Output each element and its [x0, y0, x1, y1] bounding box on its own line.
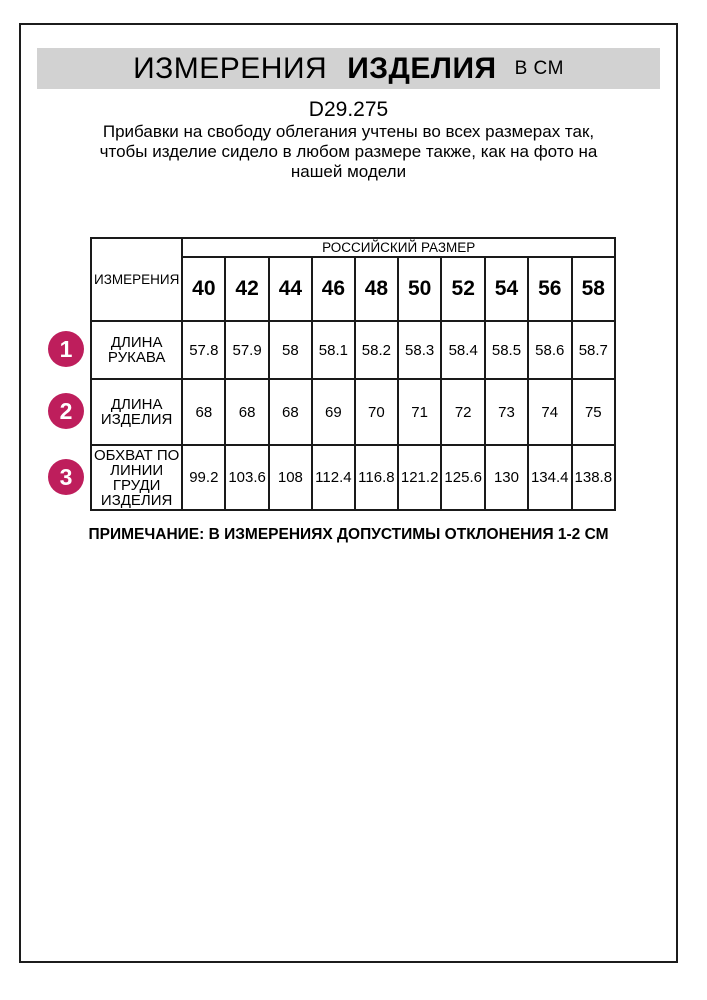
table-cell: 68	[182, 379, 225, 445]
table-cell: 73	[485, 379, 528, 445]
table-cell: 112.4	[312, 445, 355, 510]
page-border	[19, 23, 678, 963]
table-cell: 58.1	[312, 321, 355, 379]
table-cell: 108	[269, 445, 312, 510]
table-cell: 116.8	[355, 445, 398, 510]
size-header-46: 46	[312, 257, 355, 321]
table-cell: 99.2	[182, 445, 225, 510]
size-header-58: 58	[572, 257, 616, 321]
size-table	[90, 237, 616, 511]
table-cell: 74	[528, 379, 572, 445]
row-label-sleeve-length: ДЛИНА РУКАВА	[91, 321, 182, 379]
table-row-sleeve-length	[91, 321, 615, 379]
table-cell: 58.2	[355, 321, 398, 379]
title-measurements: ИЗМЕРЕНИЯ	[133, 51, 328, 85]
fit-description: Прибавки на свободу облегания учтены во всех размерах так, чтобы изделие сидело в любом размере также, как на фото на нашей модели	[99, 122, 598, 181]
table-cell: 69	[312, 379, 355, 445]
table-cell: 58.3	[398, 321, 442, 379]
table-cell: 58.4	[441, 321, 485, 379]
title-product: ИЗДЕЛИЯ	[347, 51, 497, 85]
table-cell: 58.7	[572, 321, 616, 379]
title-bar	[37, 48, 660, 89]
row-marker-1-badge: 1	[48, 331, 84, 367]
table-header-row-1	[91, 238, 615, 257]
table-cell: 138.8	[572, 445, 616, 510]
table-cell: 57.9	[225, 321, 269, 379]
size-header-42: 42	[225, 257, 269, 321]
table-cell: 70	[355, 379, 398, 445]
row-label-product-length: ДЛИНА ИЗДЕЛИЯ	[91, 379, 182, 445]
table-cell: 75	[572, 379, 616, 445]
size-header-48: 48	[355, 257, 398, 321]
size-header-50: 50	[398, 257, 442, 321]
tolerance-note: ПРИМЕЧАНИЕ: В ИЗМЕРЕНИЯХ ДОПУСТИМЫ ОТКЛОНЕНИЯ 1-2 СМ	[88, 526, 609, 543]
table-cell: 125.6	[441, 445, 485, 510]
product-code: D29.275	[308, 98, 389, 121]
measurements-column-header: ИЗМЕРЕНИЯ	[91, 238, 182, 321]
table-cell: 71	[398, 379, 442, 445]
table-cell: 103.6	[225, 445, 269, 510]
row-marker-3-badge: 3	[48, 459, 84, 495]
size-header-44: 44	[269, 257, 312, 321]
table-cell: 58	[269, 321, 312, 379]
size-header-40: 40	[182, 257, 225, 321]
table-cell: 134.4	[528, 445, 572, 510]
row-marker-2-badge: 2	[48, 393, 84, 429]
size-header-56: 56	[528, 257, 572, 321]
table-cell: 130	[485, 445, 528, 510]
title-unit-cm: В СМ	[514, 57, 564, 79]
table-row-chest-girth	[91, 445, 615, 510]
table-cell: 68	[225, 379, 269, 445]
table-cell: 121.2	[398, 445, 442, 510]
russian-size-header: РОССИЙСКИЙ РАЗМЕР	[182, 238, 615, 257]
table-row-product-length	[91, 379, 615, 445]
table-cell: 58.5	[485, 321, 528, 379]
table-cell: 72	[441, 379, 485, 445]
table-cell: 57.8	[182, 321, 225, 379]
table-cell: 58.6	[528, 321, 572, 379]
table-cell: 68	[269, 379, 312, 445]
row-label-chest-girth: ОБХВАТ ПО ЛИНИИ ГРУДИ ИЗДЕЛИЯ	[91, 445, 182, 510]
size-header-52: 52	[441, 257, 485, 321]
size-header-54: 54	[485, 257, 528, 321]
